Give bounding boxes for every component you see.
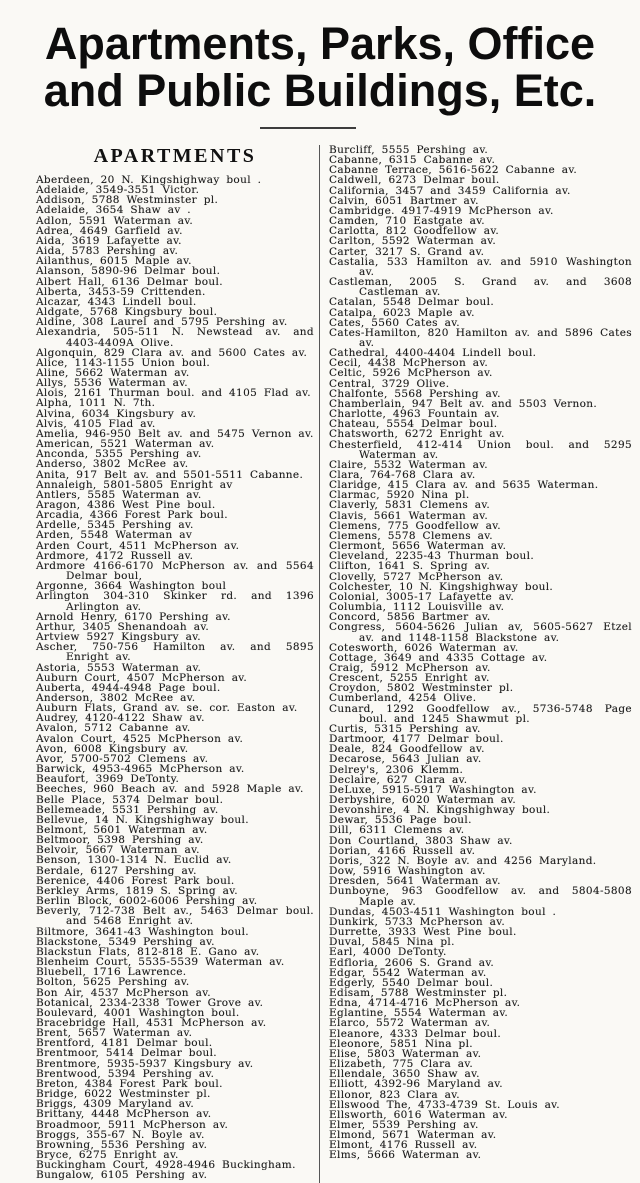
directory-entry: Concord, 5856 Bartmer av.	[329, 611, 491, 624]
directory-entry: Ailanthus, 6015 Maple av.	[36, 255, 192, 268]
directory-entry: Beaufort, 3969 DeTonty.	[36, 773, 180, 786]
directory-entry: Charlotte, 4963 Fountain av.	[329, 408, 500, 421]
directory-entry: DeLuxe, 5915-5917 Washington av.	[329, 783, 537, 796]
directory-entry: Bolton, 5625 Pershing av.	[36, 976, 190, 989]
directory-entry: Cumberland, 4254 Olive.	[329, 692, 477, 705]
directory-entry: Annaleigh, 5801-5805 Enright av	[36, 478, 233, 491]
directory-entry: Central, 3729 Olive.	[329, 377, 450, 390]
directory-entry: Elliott, 4392-96 Maryland av.	[329, 1078, 503, 1091]
directory-entry: Claire, 5532 Waterman av.	[329, 458, 488, 471]
directory-entry: Elise, 5803 Waterman av.	[329, 1047, 482, 1060]
directory-entry: Broggs, 355-67 N. Boyle av.	[36, 1128, 205, 1141]
masthead	[0, 0, 640, 129]
directory-entry: Avon, 6008 Kingsbury av.	[36, 742, 189, 755]
directory-entry: Cunard, 1292 Goodfellow av., 5736-5748 Page boul. and 1245 Shawmut pl.	[329, 702, 632, 725]
directory-entry: Arnold Henry, 6170 Pershing av.	[36, 610, 231, 623]
directory-entry: Edna, 4714-4716 McPherson av.	[329, 997, 521, 1010]
directory-entry: Alpha, 1011 N. 7th.	[36, 397, 156, 410]
directory-entry: Alanson, 5890-96 Delmar boul.	[36, 265, 221, 278]
directory-entry: Elmond, 5671 Waterman av.	[329, 1129, 497, 1142]
directory-entry: Bellemeade, 5531 Pershing av.	[36, 803, 219, 816]
directory-entry: Arlington 304-310 Skinker rd. and 1396 Arlington av.	[36, 590, 314, 613]
directory-entry: Calvin, 6051 Bartmer av.	[329, 194, 479, 207]
directory-entry: Clemens, 775 Goodfellow av.	[329, 519, 501, 532]
directory-entry: Brent, 5657 Waterman av.	[36, 1027, 193, 1040]
directory-entry: Clifton, 1641 S. Spring av.	[329, 560, 491, 573]
directory-entry: Colonial, 3005-17 Lafayette av.	[329, 590, 515, 603]
directory-entry: Decarose, 5643 Julian av.	[329, 753, 482, 766]
directory-entry: Brentmore, 5935-5937 Kingsbury av.	[36, 1057, 254, 1070]
directory-entry: Chatsworth, 6272 Enright av.	[329, 428, 505, 441]
directory-entry: Curtis, 5315 Pershing av.	[329, 722, 481, 735]
directory-entry: Chalfonte, 5568 Pershing av.	[329, 387, 501, 400]
directory-entry: Dartmoor, 4177 Delmar boul.	[329, 733, 504, 746]
directory-entry: Ellsworth, 6016 Waterman av.	[329, 1108, 508, 1121]
directory-entry: Alvina, 6034 Kingsbury av.	[36, 407, 197, 420]
directory-entry: Aline, 5662 Waterman av.	[36, 366, 190, 379]
directory-entry: Croydon, 5802 Westminster pl.	[329, 682, 514, 695]
apartment-list-right	[329, 145, 632, 1161]
directory-entry: Biltmore, 3641-43 Washington boul.	[36, 925, 249, 938]
directory-entry: Beltmoor, 5398 Pershing av.	[36, 834, 204, 847]
directory-entry: Edgar, 5542 Waterman av.	[329, 966, 487, 979]
directory-entry: Doris, 322 N. Boyle av. and 4256 Maryland.	[329, 854, 597, 867]
directory-entry: Carlotta, 812 Goodfellow av.	[329, 225, 500, 238]
directory-entry: Bryce, 6275 Enright av.	[36, 1149, 179, 1161]
directory-entry: Cottage, 3649 and 4335 Cottage av.	[329, 651, 548, 664]
directory-entry: Bon Air, 4537 McPherson av.	[36, 986, 211, 999]
directory-entry: Congress, 5604-5626 Julian av, 5605-5627 Etzel av. and 1148-1158 Blackstone av.	[329, 621, 632, 644]
directory-entry: Boulevard, 4001 Washington boul.	[36, 1006, 240, 1019]
directory-entry: Alois, 2161 Thurman boul. and 4105 Flad av.	[36, 387, 311, 400]
directory-entry: Avor, 5700-5702 Clemens av.	[36, 752, 209, 765]
directory-entry: Aldine, 308 Laurel and 5795 Pershing av.	[36, 316, 288, 329]
directory-entry: Columbia, 1112 Louisville av.	[329, 601, 505, 614]
directory-entry: Cabanne, 6315 Cabanne av.	[329, 154, 496, 167]
directory-entry: Adelaide, 3549-3551 Victor.	[36, 184, 200, 197]
directory-entry: Alexandria, 505-511 N. Newstead av. and 4403-4409A Olive.	[36, 326, 314, 349]
directory-entry: Claridge, 415 Clara av. and 5635 Waterman.	[329, 479, 599, 492]
directory-entry: Browning, 5536 Pershing av.	[36, 1138, 208, 1151]
directory-entry: Clarmac, 5920 Nina pl.	[329, 489, 470, 502]
title-divider-rule	[260, 127, 356, 129]
page-title	[0, 20, 640, 114]
directory-entry: Aldgate, 5768 Kingsbury boul.	[36, 306, 218, 319]
directory-entry: Blenheim Court, 5535-5539 Waterman av.	[36, 956, 285, 969]
directory-entry: Auburn Court, 4507 McPherson av.	[36, 671, 248, 684]
directory-entry: Ellendale, 3650 Shaw av.	[329, 1068, 480, 1081]
directory-entry: Arden Court, 4511 McPherson av.	[36, 539, 240, 552]
directory-entry: Elarco, 5572 Waterman av.	[329, 1017, 491, 1030]
directory-entry: Ascher, 750-756 Hamilton av. and 5895 Enright av.	[36, 641, 314, 664]
directory-entry: Argonne, 3664 Washington boul	[36, 580, 227, 593]
directory-entry: Brentmoor, 5414 Delmar boul.	[36, 1047, 217, 1060]
directory-entry: Avalon, 5712 Cabanne av.	[36, 722, 191, 735]
directory-entry: Beeches, 960 Beach av. and 5928 Maple av.	[36, 783, 304, 796]
directory-entry: Chesterfield, 412-414 Union boul. and 5295 Waterman av.	[329, 438, 632, 461]
directory-entry: Ellonor, 823 Clara av.	[329, 1088, 460, 1101]
directory-entry: Berenice, 4406 Forest Park boul.	[36, 874, 235, 887]
directory-entry: Berlin Block, 6002-6006 Pershing av.	[36, 895, 258, 908]
directory-entry: Belmont, 5601 Waterman av.	[36, 824, 208, 836]
directory-entry: Clovelly, 5727 McPherson av.	[329, 570, 504, 583]
directory-entry: California, 3457 and 3459 California av.	[329, 184, 571, 197]
directory-entry: Arden, 5548 Waterman av	[36, 529, 193, 542]
directory-entry: Edgerly, 5540 Delmar boul.	[329, 976, 494, 989]
directory-entry: Berkley Arms, 1819 S. Spring av.	[36, 884, 238, 897]
directory-entry: Eleonore, 5851 Nina pl.	[329, 1037, 473, 1050]
directory-entry: Beverly, 712-738 Belt av., 5463 Delmar boul. and 5468 Enright av.	[36, 905, 314, 928]
directory-entry: Alvis, 4105 Flad av.	[36, 417, 156, 430]
directory-columns	[0, 145, 640, 1183]
directory-entry: Bellevue, 14 N. Kingshighway boul.	[36, 813, 249, 826]
page-title-line-1: Apartments, Parks, Office	[44, 18, 596, 69]
directory-entry: Berdale, 6127 Pershing av.	[36, 864, 197, 877]
directory-entry: Aberdeen, 20 N. Kingshighway boul .	[36, 174, 262, 186]
directory-entry: Adelaide, 3654 Shaw av .	[36, 204, 191, 217]
directory-entry: Alice, 1143-1155 Union boul.	[36, 356, 211, 369]
directory-entry: Colchester, 10 N. Kingshighway boul.	[329, 580, 554, 593]
page-title-line-2: and Public Buildings, Etc.	[43, 65, 597, 116]
directory-entry: Breton, 4384 Forest Park boul.	[36, 1077, 223, 1090]
directory-entry: Delrey's, 2306 Klemm.	[329, 763, 464, 776]
directory-entry: Brittany, 4448 McPherson av.	[36, 1108, 212, 1121]
directory-entry: Aida, 5783 Pershing av.	[36, 245, 179, 258]
apartment-list-left	[36, 175, 314, 1180]
directory-entry: Astoria, 5553 Waterman av.	[36, 661, 202, 674]
directory-entry: Dorian, 4166 Russell av.	[329, 844, 476, 857]
directory-entry: Aida, 3619 Lafayette av.	[36, 234, 182, 247]
directory-entry: Dill, 6311 Clemens av.	[329, 824, 465, 837]
directory-entry: Albert Hall, 6136 Delmar boul.	[36, 275, 223, 288]
directory-entry: Camden, 710 Eastgate av.	[329, 215, 485, 228]
directory-entry: Dresden, 5641 Waterman av.	[329, 875, 501, 888]
directory-entry: Arthur, 3405 Shenandoah av.	[36, 620, 210, 633]
directory-entry: Antlers, 5585 Waterman av.	[36, 488, 202, 501]
directory-entry: Artview 5927 Kingsbury av.	[36, 631, 201, 644]
directory-entry: Don Courtland, 3803 Shaw av.	[329, 834, 513, 847]
directory-entry: Brentford, 4181 Delmar boul.	[36, 1037, 213, 1050]
directory-entry: Dow, 5916 Washington av.	[329, 865, 486, 878]
directory-entry: Barwick, 4953-4965 McPherson av.	[36, 763, 245, 776]
directory-entry: Alcazar, 4343 Lindell boul.	[36, 295, 197, 308]
directory-entry: Belvoir, 5667 Waterman av.	[36, 844, 200, 857]
directory-entry: Elizabeth, 775 Clara av.	[329, 1058, 474, 1071]
directory-entry: Blackstun Flats, 812-818 E. Gano av.	[36, 945, 260, 958]
directory-entry: Eglantine, 5554 Waterman av.	[329, 1007, 509, 1020]
directory-entry: Chateau, 5554 Delmar boul.	[329, 418, 498, 431]
directory-entry: Castalia, 533 Hamilton av. and 5910 Washington av.	[329, 255, 632, 278]
directory-entry: Craig, 5912 McPherson av.	[329, 661, 491, 674]
directory-entry: Claverly, 5831 Clemens av.	[329, 499, 491, 512]
directory-entry: Eleanore, 4333 Delmar boul.	[329, 1027, 502, 1040]
directory-entry: Celtic, 5926 McPherson av.	[329, 367, 493, 380]
directory-entry: Clermont, 5656 Waterman av.	[329, 540, 507, 553]
directory-entry: Elmer, 5539 Pershing av.	[329, 1119, 479, 1131]
directory-entry: Cotesworth, 6026 Waterman av.	[329, 641, 519, 654]
directory-entry: Earl, 4000 DeTonty.	[329, 946, 447, 959]
directory-entry: Auberta, 4944-4948 Page boul.	[36, 681, 221, 694]
directory-entry: Cates, 5560 Cates av.	[329, 316, 460, 329]
directory-entry: Arcadia, 4366 Forest Park boul.	[36, 509, 228, 522]
directory-entry: Castleman, 2005 S. Grand av. and 3608 Castleman av.	[329, 276, 632, 299]
directory-entry: Cates-Hamilton, 820 Hamilton av. and 5896 Cates av.	[329, 326, 632, 349]
directory-entry: Ellswood The, 4733-4739 St. Louis av.	[329, 1098, 560, 1111]
directory-entry: Derbyshire, 6020 Waterman av.	[329, 794, 517, 806]
directory-entry: Allys, 5536 Waterman av.	[36, 377, 188, 390]
directory-entry: Belle Place, 5374 Delmar boul.	[36, 793, 224, 806]
right-column	[320, 145, 632, 1183]
directory-entry: Briggs, 4309 Maryland av.	[36, 1098, 195, 1111]
left-column	[36, 145, 314, 1183]
directory-entry: Amelia, 946-950 Belt av. and 5475 Vernon av.	[36, 427, 314, 440]
directory-entry: Blackstone, 5349 Pershing av.	[36, 935, 215, 948]
directory-entry: Edisam, 5788 Westminster pl.	[329, 986, 508, 999]
directory-entry: Brentwood, 5394 Pershing av.	[36, 1067, 215, 1080]
directory-entry: Duval, 5845 Nina pl.	[329, 936, 455, 949]
directory-entry: Cabanne Terrace, 5616-5622 Cabanne av.	[329, 164, 578, 177]
directory-entry: Elmont, 4176 Russell av.	[329, 1139, 478, 1152]
directory-entry: Anderso, 3802 McRee av.	[36, 458, 189, 471]
directory-entry: Elms, 5666 Waterman av.	[329, 1149, 482, 1162]
directory-entry: Dewar, 5536 Page boul.	[329, 814, 472, 827]
directory-entry: Catalpa, 6023 Maple av.	[329, 306, 475, 319]
directory-entry: Bluebell, 1716 Lawrence.	[36, 966, 187, 979]
directory-entry: Catalan, 5548 Delmar boul.	[329, 296, 495, 309]
directory-entry: Ardelle, 5345 Pershing av.	[36, 519, 194, 532]
directory-entry: Clavis, 5661 Waterman av.	[329, 509, 489, 522]
directory-entry: Chamberlain, 947 Belt av. and 5503 Vernon.	[329, 397, 598, 410]
directory-entry: Durrette, 3933 West Pine boul.	[329, 926, 517, 939]
directory-entry: Buckingham Court, 4928-4946 Buckingham.	[36, 1159, 296, 1172]
directory-entry: Anconda, 5355 Pershing av.	[36, 448, 202, 461]
directory-entry: Deale, 824 Goodfellow av.	[329, 743, 485, 756]
directory-entry: Clara, 764-768 Clara av.	[329, 469, 476, 481]
directory-entry: Avalon Court, 4525 McPherson av.	[36, 732, 244, 745]
directory-entry: American, 5521 Waterman av.	[36, 438, 215, 451]
directory-entry: Clemens, 5578 Clemens av.	[329, 529, 493, 542]
directory-entry: Dundas, 4503-4511 Washington boul .	[329, 905, 557, 918]
directory-entry: Auburn Flats, Grand av. se. cor. Easton av.	[36, 702, 298, 715]
directory-entry: Botanical, 2334-2338 Tower Grove av.	[36, 996, 264, 1009]
directory-entry: Anderson, 3802 McRee av.	[36, 691, 196, 704]
directory-entry: Addison, 5788 Westminster pl.	[36, 194, 219, 207]
directory-entry: Cambridge. 4917-4919 McPherson av.	[329, 204, 554, 217]
directory-entry: Bracebridge Hall, 4531 McPherson av.	[36, 1016, 267, 1029]
directory-entry: Bungalow, 6105 Pershing av.	[36, 1169, 208, 1182]
directory-entry: Crescent, 5255 Enright av.	[329, 672, 490, 685]
directory-entry: Aragon, 4386 West Pine boul.	[36, 499, 216, 511]
directory-entry: Bridge, 6022 Westminster pl.	[36, 1088, 211, 1101]
section-header-apartments: APARTMENTS	[93, 145, 257, 167]
directory-entry: Cleveland, 2235-43 Thurman boul.	[329, 550, 535, 563]
directory-entry: Benson, 1300-1314 N. Euclid av.	[36, 854, 232, 867]
directory-entry: Carter, 3217 S. Grand av.	[329, 245, 485, 258]
directory-entry: Anita, 917 Belt av. and 5501-5511 Cabanne.	[36, 468, 304, 481]
directory-entry: Broadmoor, 5911 McPherson av.	[36, 1118, 229, 1131]
directory-entry: Dunboyne, 963 Goodfellow av. and 5804-5808 Maple av.	[329, 885, 632, 908]
directory-entry: Declaire, 627 Clara av.	[329, 773, 468, 786]
directory-entry: Burcliff, 5555 Pershing av.	[329, 144, 489, 156]
directory-entry: Dunkirk, 5733 McPherson av.	[329, 915, 506, 928]
directory-entry: Adlon, 5591 Waterman av.	[36, 214, 194, 227]
directory-entry: Alberta, 3453-59 Crittenden.	[36, 285, 206, 298]
directory-entry: Audrey, 4120-4122 Shaw av.	[36, 712, 205, 725]
directory-entry: Ardmore, 4172 Russell av.	[36, 549, 194, 562]
directory-entry: Cecil, 4438 McPherson av.	[329, 357, 489, 370]
directory-entry: Cathedral, 4400-4404 Lindell boul.	[329, 347, 537, 360]
directory-entry: Carlton, 5592 Waterman av.	[329, 235, 497, 248]
directory-entry: Devonshire, 4 N. Kingshighway boul.	[329, 804, 551, 817]
directory-entry: Edfloria, 2606 S. Grand av.	[329, 956, 495, 969]
directory-entry: Caldwell, 6273 Delmar boul.	[329, 174, 500, 187]
directory-entry: Adrea, 4649 Garfield av.	[36, 224, 183, 237]
directory-entry: Ardmore 4166-6170 McPherson av. and 5564 Delmar boul,	[36, 559, 314, 583]
directory-entry: Algonquin, 829 Clara av. and 5600 Cates av.	[36, 346, 308, 359]
